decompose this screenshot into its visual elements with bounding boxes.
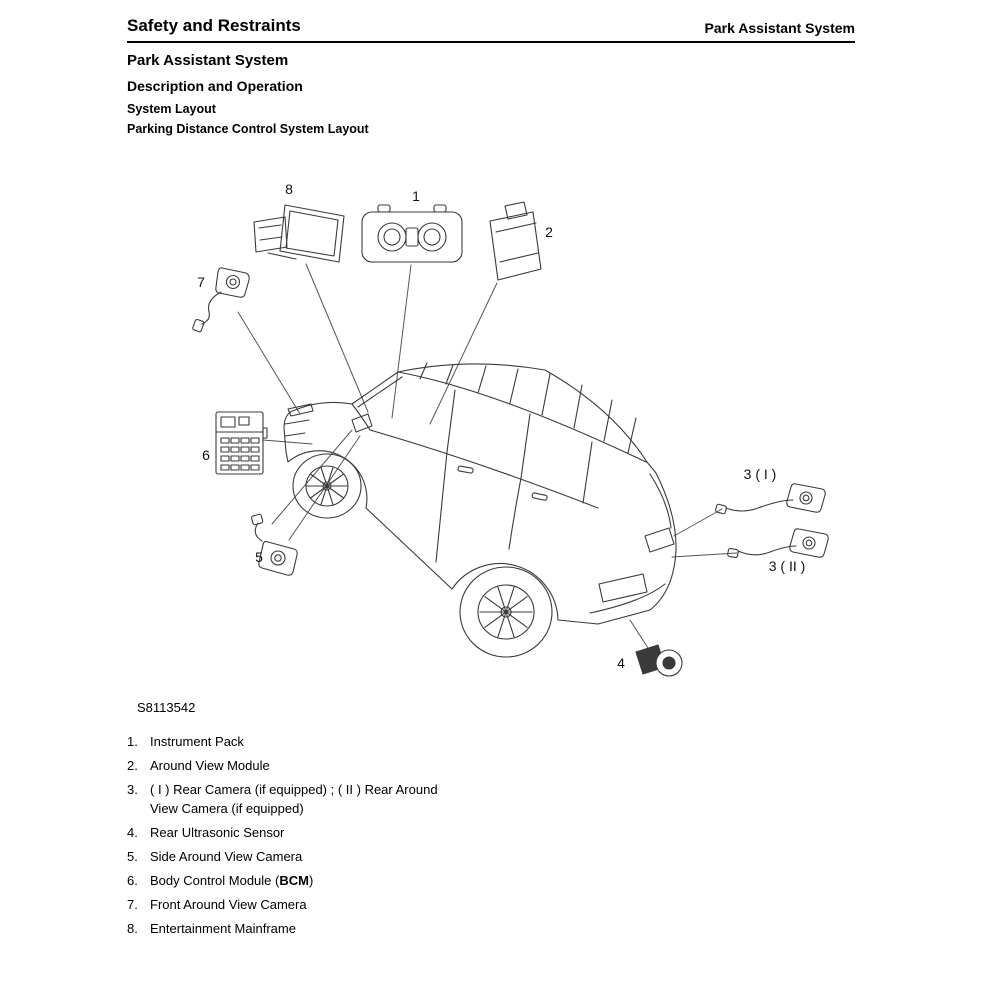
- callout-3-ii: 3 ( II ): [768, 558, 806, 574]
- legend-item-text: [150, 895, 307, 914]
- page-title: Park Assistant System: [127, 52, 289, 69]
- callout-7: 7: [197, 274, 205, 290]
- legend-item-number: 2.: [127, 758, 138, 773]
- legend-text-main: Body Control Module (: [150, 873, 280, 888]
- legend-text-main: Around View Module: [150, 758, 270, 773]
- side-around-view-camera-illustration: [251, 514, 297, 575]
- legend-item-7: [127, 895, 607, 914]
- figure-diagram: [120, 158, 900, 705]
- legend-text-main: Rear Ultrasonic Sensor: [150, 825, 285, 840]
- legend-item-number: 4.: [127, 825, 138, 840]
- legend-text-main: Entertainment Mainframe: [150, 921, 296, 936]
- leader-lines: [238, 264, 737, 648]
- legend-item-text: [150, 780, 438, 818]
- callout-8: 8: [285, 181, 293, 197]
- vehicle-illustration: [284, 363, 676, 657]
- legend-item-number: 1.: [127, 734, 138, 749]
- legend-item-8: [127, 919, 607, 938]
- callout-6: 6: [202, 447, 210, 463]
- legend-item-number: 7.: [127, 897, 138, 912]
- rear-wheel: [460, 567, 552, 657]
- around-view-module-illustration: [490, 202, 541, 280]
- legend-item-text: [150, 732, 244, 751]
- body-control-module-illustration: [216, 412, 267, 474]
- legend-item-1: [127, 732, 607, 751]
- legend-item-6: [127, 871, 607, 890]
- page-subtitle: Description and Operation: [127, 78, 303, 94]
- header-page-title: Park Assistant System: [704, 20, 855, 36]
- legend-item-number: 3.: [127, 782, 138, 797]
- legend-item-text: [150, 919, 296, 938]
- header-section-title: Safety and Restraints: [127, 16, 301, 35]
- callout-5: 5: [255, 549, 263, 565]
- legend-text-main: Instrument Pack: [150, 734, 244, 749]
- callout-1: 1: [412, 188, 420, 204]
- section-heading: System Layout: [127, 102, 216, 116]
- callout-4: 4: [617, 655, 625, 671]
- legend-item-number: 6.: [127, 873, 138, 888]
- rear-ultrasonic-sensor-illustration: [636, 645, 682, 676]
- figure-id: S8113542: [137, 700, 196, 715]
- legend-list: [127, 732, 607, 943]
- legend-text-main: Front Around View Camera: [150, 897, 307, 912]
- legend-item-text: [150, 756, 270, 775]
- legend-item-number: 5.: [127, 849, 138, 864]
- rear-around-view-camera-illustration: [727, 529, 828, 558]
- legend-text-main: ( I ) Rear Camera (if equipped) ; ( II ) Rear Around: [150, 782, 438, 797]
- legend-text-after: ): [308, 873, 314, 888]
- header-rule: [127, 41, 855, 43]
- legend-item-2: [127, 756, 607, 775]
- rear-camera-illustration: [715, 484, 825, 514]
- legend-text-line2: View Camera (if equipped): [150, 801, 304, 816]
- instrument-pack-illustration: [362, 205, 462, 262]
- legend-item-text: [150, 823, 284, 842]
- legend-text-main: Side Around View Camera: [150, 849, 303, 864]
- callout-3-i: 3 ( I ): [743, 466, 777, 482]
- legend-item-number: 8.: [127, 921, 138, 936]
- subsection-heading: Parking Distance Control System Layout: [127, 122, 369, 136]
- legend-text-bold: BCM: [279, 873, 309, 888]
- legend-item-4: [127, 823, 607, 842]
- callout-2: 2: [545, 224, 553, 240]
- front-wheel: [293, 454, 361, 518]
- legend-item-5: [127, 847, 607, 866]
- legend-item-text: [150, 871, 313, 890]
- legend-item-text: [150, 847, 302, 866]
- entertainment-mainframe-illustration: [254, 205, 344, 262]
- legend-item-3: [127, 780, 607, 818]
